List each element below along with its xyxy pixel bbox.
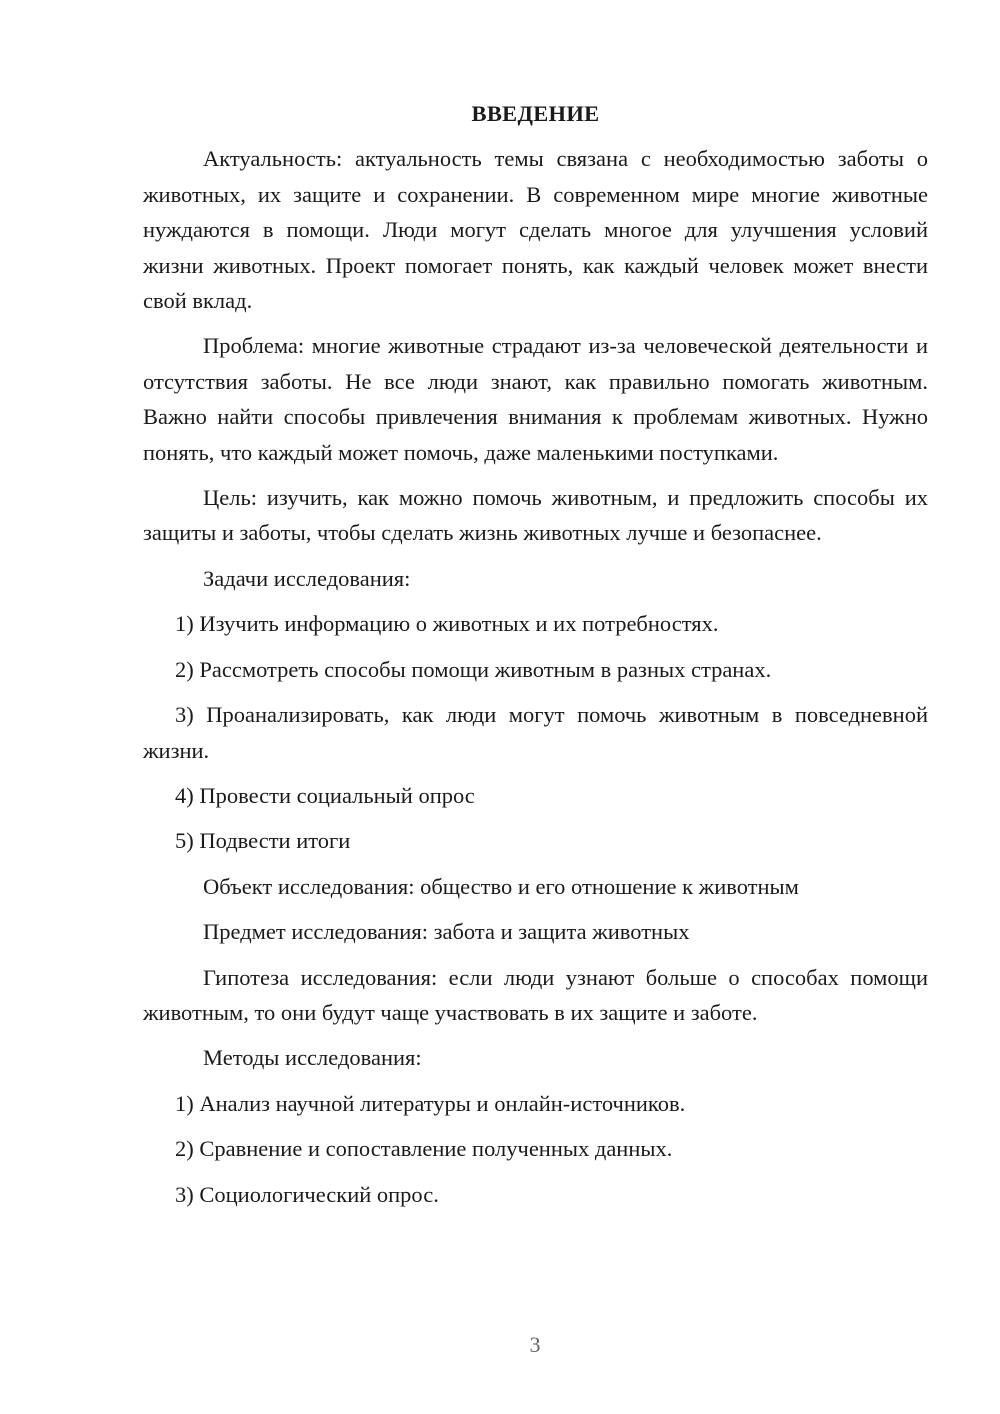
list-item-task-2: 2) Рассмотреть способы помощи животным в разных странах. xyxy=(175,656,772,682)
list-item-task-5: 5) Подвести итоги xyxy=(175,828,351,854)
document-page xyxy=(143,96,928,1222)
list-item-task-1: 1) Изучить информацию о животных и их потребностях. xyxy=(175,611,719,637)
paragraph-object: Объект исследования: общество и его отношение к животным xyxy=(203,873,799,899)
list-item-method-3: 3) Социологический опрос. xyxy=(175,1181,439,1207)
section-title: ВВЕДЕНИЕ xyxy=(471,101,600,126)
list-item-method-1: 1) Анализ научной литературы и онлайн-источников. xyxy=(175,1090,686,1116)
list-item-task-3: 3) Проанализировать, как люди могут помочь животным в повседневной жизни. xyxy=(143,702,928,763)
paragraph-problem: Проблема: многие животные страдают из-за человеческой деятельности и отсутствия заботы. Не все люди знают, как правильно помогать животным. Важно найти способы привлечения внимания к проблемам животных. Нужно понять, что каждый может помочь, даже маленькими поступками. xyxy=(143,333,928,465)
list-item-task-4: 4) Провести социальный опрос xyxy=(175,782,475,808)
paragraph-goal: Цель: изучить, как можно помочь животным, и предложить способы их защиты и заботы, чтобы сделать жизнь животных лучше и безопаснее. xyxy=(143,485,928,546)
paragraph-relevance: Актуальность: актуальность темы связана с необходимостью заботы о животных, их защите и сохранении. В современном мире многие животные нуждаются в помощи. Люди могут сделать многое для улучшения условий жизни животных. Проект помогает понять, как каждый человек может внести свой вклад. xyxy=(143,146,928,314)
page-number: 3 xyxy=(529,1332,541,1357)
paragraph-tasks-heading: Задачи исследования: xyxy=(203,565,411,591)
paragraph-subject: Предмет исследования: забота и защита животных xyxy=(203,919,690,945)
list-item-method-2: 2) Сравнение и сопоставление полученных данных. xyxy=(175,1136,673,1162)
paragraph-hypothesis: Гипотеза исследования: если люди узнают больше о способах помощи животным, то они будут чаще участвовать в их защите и заботе. xyxy=(143,964,928,1025)
paragraph-methods-heading: Методы исследования: xyxy=(203,1045,422,1071)
